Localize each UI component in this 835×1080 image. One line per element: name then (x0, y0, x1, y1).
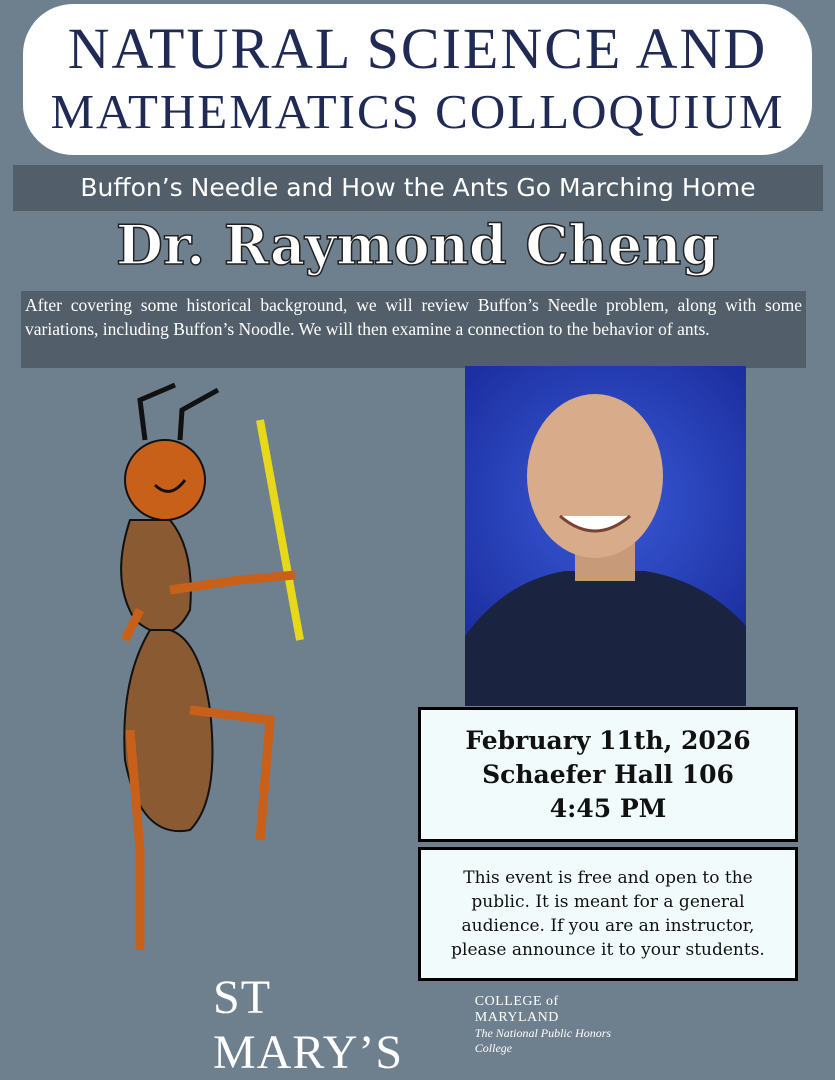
event-note (418, 847, 798, 981)
ant-illustration (100, 380, 320, 970)
colloquium-title (23, 4, 812, 155)
college-logo (213, 971, 643, 1079)
event-date: February 11th, 2026 (465, 726, 751, 755)
logo-college: COLLEGE of MARYLAND (474, 994, 559, 1025)
note-line: public. It is meant for a general (471, 892, 745, 912)
speaker-photo (465, 366, 746, 706)
note-line: audience. If you are an instructor, (461, 916, 755, 936)
note-line: This event is free and open to the (463, 868, 753, 888)
title-line-2: MATHEMATICS COLLOQUIUM (50, 84, 785, 139)
talk-title: Buffon’s Needle and How the Ants Go Marching Home (13, 165, 823, 211)
event-location: Schaefer Hall 106 (482, 760, 734, 789)
logo-tagline: The National Public Honors College (474, 1026, 612, 1055)
abstract: After covering some historical background, we will review Buffon’s Needle problem, along with some variations, including Buffon’s Noodle. We will then examine a connection to the behavior of ants. (21, 291, 806, 368)
event-time: 4:45 PM (549, 794, 667, 823)
note-line: please announce it to your students. (451, 940, 765, 960)
speaker-name: Dr. Raymond Cheng (116, 213, 719, 277)
title-line-1: NATURAL SCIENCE AND (67, 16, 768, 81)
event-details (418, 707, 798, 842)
logo-wordmark: ST MARY’S (213, 971, 404, 1079)
